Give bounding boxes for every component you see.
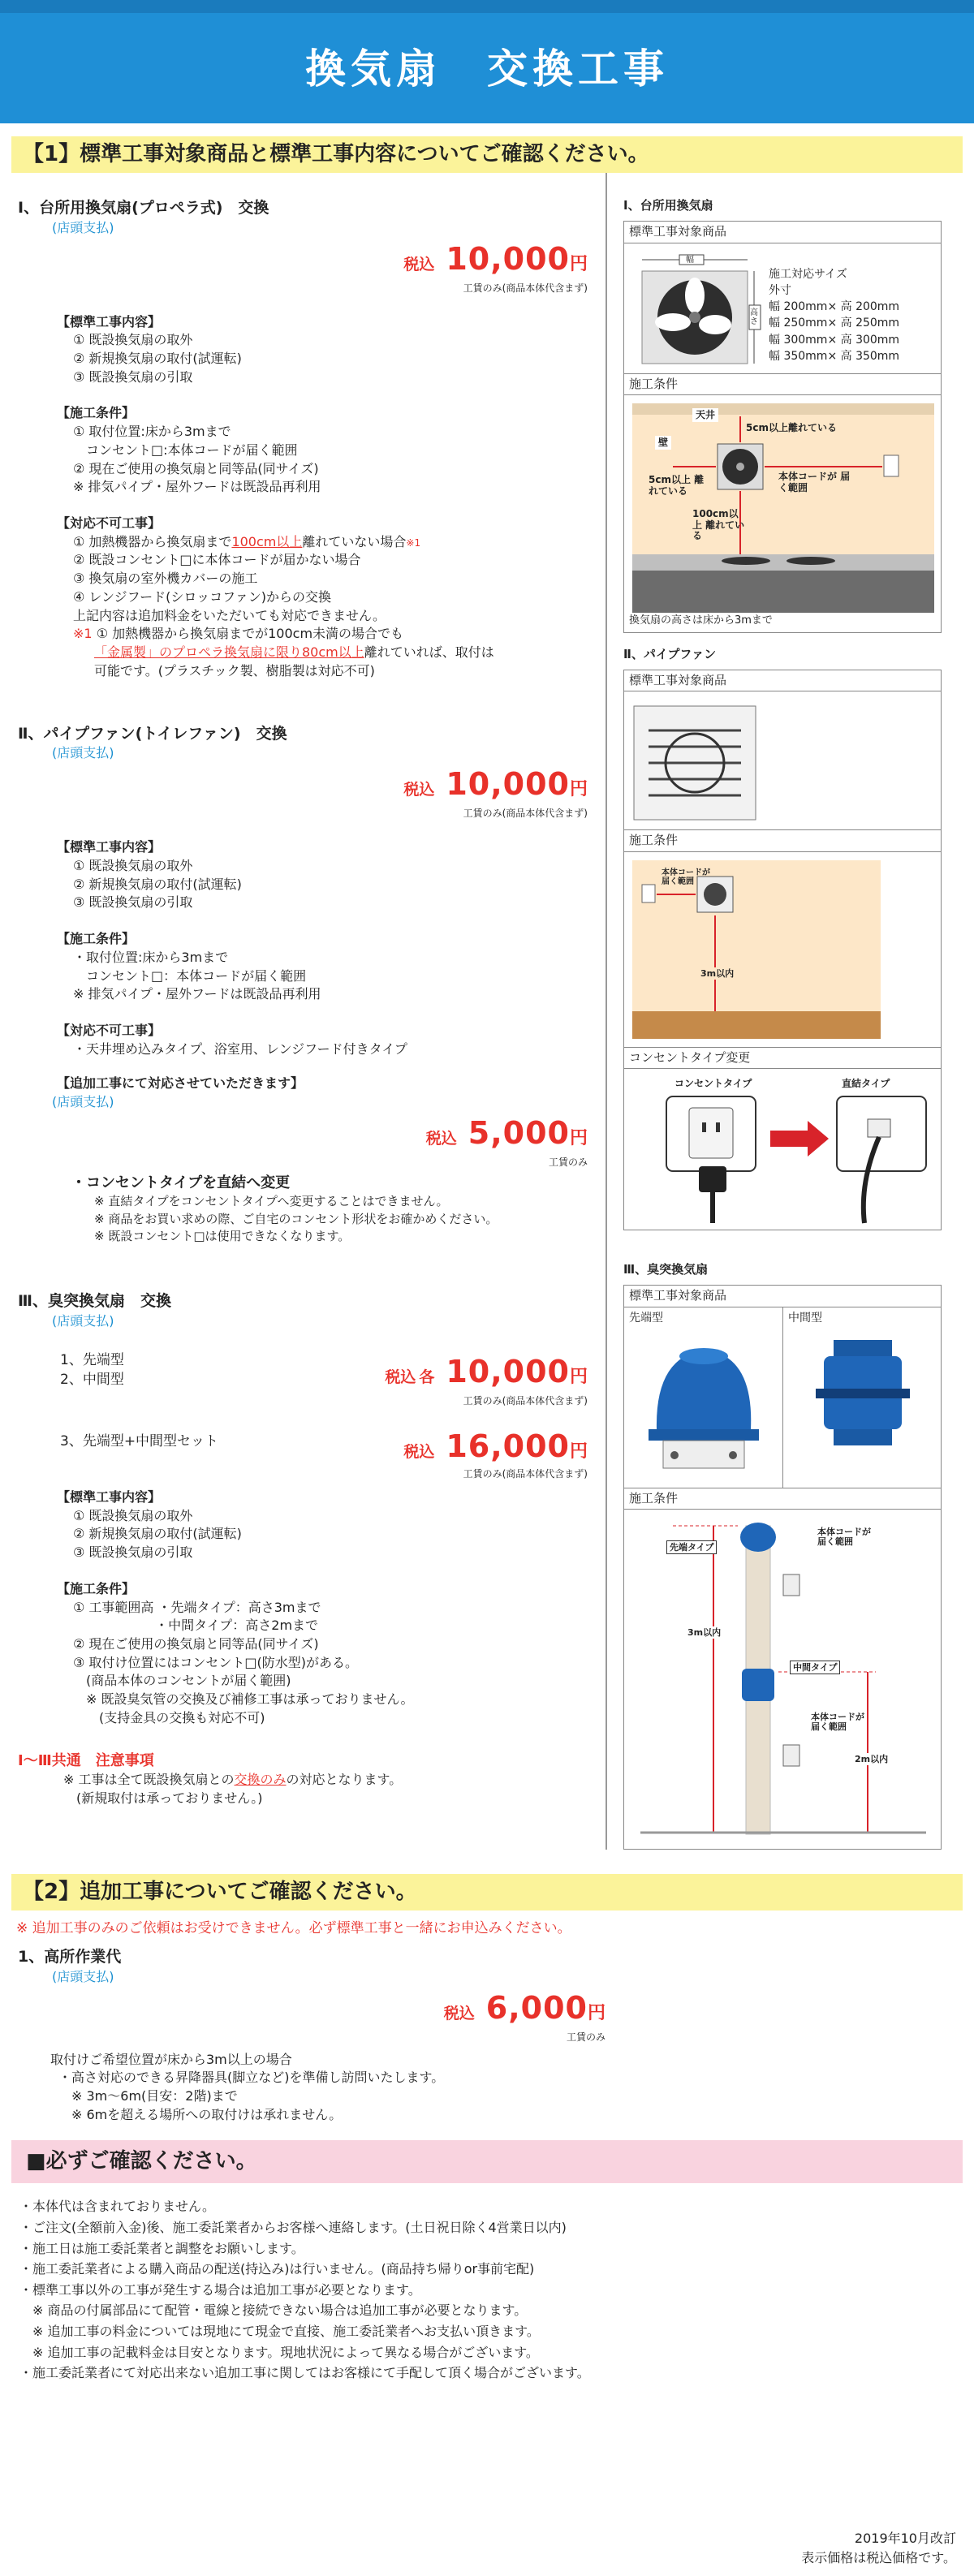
kitchen-price: 税込 10,000 円 (403, 240, 588, 277)
footer: 2019年10月改訂 表示価格は税込価格です。 (801, 2531, 956, 2565)
confirm-list: ・本体代は含まれておりません。 ・ご注文(全額前入金)後、施工委託業者からお客様へ連絡します。(土日祝日除く4営業日以内) ・施工日は施工委託業者と調整をお願いします。 ・施工委託業者による購入商品の配送(持込み)は行いません。(商品持ち帰りor事前宅配) ・標準工事以外の工事が発生する場合は追加工事が必要となります。 ※ 商品の付属部品にて配管・電線と接続できない場合は追加工事が必要となります。 ※ 追加工事の料金については現地にて現金で直接、施工委託業者へお支払い頂きます。 ※ 追加工事の記載料金は目安となります。現地状況によって異なる場合がございます。 ・施工委託業者にて対応出来ない追加工事に関してはお客様にて手配して頂く場合がございます。 (19, 2199, 590, 2381)
store-pay-label: (店頭支払) (52, 219, 114, 235)
duct-title: Ⅲ、臭突換気扇 交換 (18, 1292, 171, 1311)
section2: 【2】追加工事についてご確認ください。 ※ 追加工事のみのご依頼はお受けできません。必ず標準工事と一緒にお申込みください。 1、高所作業代 (店頭支払) 税込 6,000 円 工賃のみ 取付けご希望位置が床から3m以上の場合 ・高さ対応のできる昇降器具(脚立など)を準備し訪問いたします。 ※ 3m〜6m(目安：2階)まで ※ 6mを超える場所への取付けは承れません。 (0, 1874, 974, 2125)
duct-price2: 税込 16,000 円 (403, 1428, 588, 1464)
section2-warning: ※ 追加工事のみのご依頼はお受けできません。必ず標準工事と一緒にお申込みください。 (16, 1919, 571, 1936)
pipe-price: 税込 10,000 円 (403, 766, 588, 803)
kitchen-product-box: 標準工事対象商品 幅 高さ 施工対応サイズ 外寸 幅 200mm× 高 200mm 幅 250mm× 高 250mm 幅 300mm× 高 300mm 幅 350mm× 高 350mm 施工条件 天井 壁 5cm以上離れている 5cm以上 離れている 本体コードが 届く範囲 100cm以上 離れている 換気扇の高さは床から3mまで (623, 221, 942, 633)
pipe-product-box: 標準工事対象商品 施工条件 本体コードが 届く範囲 3m以内 コンセントタイプ変更 コンセントタイプ 直結タイプ (623, 670, 942, 1230)
mid-type-illustration (783, 1307, 942, 1488)
kitchen-std: 【標準工事内容】 ① 既設換気扇の取外 ② 新規換気扇の取付(試運転) ③ 既設換気扇の引取 (57, 313, 242, 385)
title-banner (0, 0, 974, 136)
section3-heading: ■必ずご確認ください。 (11, 2140, 963, 2183)
tip-type-illustration (624, 1307, 783, 1488)
duct-section: Ⅲ、臭突換気扇 交換 (店頭支払) 1、先端型 2、中間型 税込 各 10,000 円 工賃のみ(商品本体代含まず) 3、先端型+中間型セット 税込 16,000 円 工賃のみ(商品本体代含まず) 【標準工事内容】 ① 既設換気扇の取外 ② 新規換気扇の取付(試運転) ③ 既設換気扇の引取 【施工条件】 ① 工事範囲高 ・先端タイプ：高さ3mまで ・中間タイプ：高さ2mまで ② 現在ご使用の換気扇と同等品(同サイズ) ③ 取付け位置にはコンセント□(防水型)がある。 (商品本体のコンセントが届く範囲) ※ 既設臭気管の交換及び補修工事は承っておりません。 (支持金具の交換も対応不可) Ⅰ〜Ⅲ共通 注意事項 ※ 工事は全て既設換気扇との交換のみの対応となります。 (新規取付は承っておりません。) (18, 1290, 606, 1807)
right-column: Ⅰ、台所用換気扇 標準工事対象商品 幅 高さ 施工対応サイズ 外寸 幅 200mm× 高 200mm 幅 250mm× 高 250mm 幅 300mm× 高 300mm 幅 350mm× 高 350mm 施工条件 天井 壁 5cm以上離れている 5cm以上 離れている 本体コードが 届く範囲 100cm以上 離れている 換気扇の高さは床から3mまで Ⅱ、パイプファン 標準工事対象商品 施工条件 本体コードが 届く範囲 3m以内 コンセントタイプ変更 コンセントタイプ 直結タイプ Ⅲ、臭突換気扇 標準工事対象商品 先端型 中間型 施工条件 先端タイプ 本体コードが 届く範囲 3m以内 中間タイプ 本体コードが 届く範囲 2m以内 (607, 173, 974, 1850)
pipe-add-price: 税込 5,000 円 (425, 1114, 588, 1151)
duct-condition-illustration (624, 1510, 942, 1849)
kitchen-cond: 【施工条件】 ① 取付位置:床から3mまで コンセント□:本体コードが届く範囲 ② 現在ご使用の換気扇と同等品(同サイズ) ※ 排気パイプ・屋外フードは既設品再利用 (57, 405, 321, 495)
kitchen-ng: 【対応不可工事】 ① 加熱機器から換気扇まで100cm以上離れていない場合※1 ② 既設コンセント□に本体コードが届かない場合 ③ 換気扇の室外機カバーの施工 ④ レンジフード(シロッコファン)からの交換 上記内容は追加料金をいただいても対応できません。 ※1 ① 加熱機器から換気扇までが100cm未満の場合でも 「金属製」のプロペラ換気扇に限り80cm以上離れていれば、取付は 可能です。(プラスチック製、樹脂製は対応不可) (57, 515, 494, 678)
outlet-change-illustration (624, 1069, 942, 1230)
common-note: Ⅰ〜Ⅲ共通 注意事項 ※ 工事は全て既設換気扇との交換のみの対応となります。 (新規取付は承っておりません。) (18, 1751, 403, 1806)
duct-price1: 税込 各 10,000 円 (385, 1353, 588, 1389)
kitchen-section: Ⅰ、台所用換気扇(プロペラ式) 交換 (店頭支払) 税込 10,000 円 工賃のみ(商品本体代含まず) 【標準工事内容】 ① 既設換気扇の取外 ② 新規換気扇の取付(試運転) ③ 既設換気扇の引取 【施工条件】 ① 取付位置:床から3mまで コンセント□:本体コードが届く範囲 ② 現在ご使用の換気扇と同等品(同サイズ) ※ 排気パイプ・屋外フードは既設品再利用 【対応不可工事】 ① 加熱機器から換気扇まで100cm以上離れていない場合※1 ② 既設コンセント□に本体コードが届かない場合 ③ 換気扇の室外機カバーの施工 ④ レンジフード(シロッコファン)からの交換 上記内容は追加料金をいただいても対応できません。 ※1 ① 加熱機器から換気扇までが100cm未満の場合でも 「金属製」のプロペラ換気扇に限り80cm以上離れていれば、取付は 可能です。(プラスチック製、樹脂製は対応不可) (18, 197, 606, 681)
highwork-price: 税込 6,000 円 (443, 1989, 606, 2026)
section1-heading: 【1】標準工事対象商品と標準工事内容についてご確認ください。 (11, 136, 963, 173)
kitchen-title: Ⅰ、台所用換気扇(プロペラ式) 交換 (18, 198, 269, 217)
page-title: 換気扇 交換工事 (305, 45, 669, 93)
pipe-fan-illustration (624, 691, 942, 829)
pipe-title: Ⅱ、パイプファン(トイレファン) 交換 (18, 724, 287, 743)
left-column (0, 173, 607, 1850)
section1-columns (0, 173, 974, 1850)
pipe-section: Ⅱ、パイプファン(トイレファン) 交換 (店頭支払) 税込 10,000 円 工賃のみ(商品本体代含まず) 【標準工事内容】 ① 既設換気扇の取外 ② 新規換気扇の取付(試運転) ③ 既設換気扇の引取 【施工条件】 ・取付位置:床から3mまで コンセント□：本体コードが届く範囲 ※ 排気パイプ・屋外フードは既設品再利用 【対応不可工事】 ・天井埋め込みタイプ、浴室用、レンジフード付きタイプ 【追加工事にて対応させていただきます】 (店頭支払) 税込 5,000 円 工賃のみ ・コンセントタイプを直結へ変更 ※ 直結タイプをコンセントタイプへ変更することはできません。 ※ 商品をお買い求めの際、ご自宅のコンセント形状をお確かめください。 ※ 既設コンセント□は使用できなくなります。 (18, 723, 606, 1246)
section2-heading: 【2】追加工事についてご確認ください。 (11, 1874, 963, 1910)
duct-product-box: 標準工事対象商品 先端型 中間型 施工条件 先端タイプ 本体コードが 届く範囲 3m以内 中間タイプ 本体コードが 届く範囲 2m以内 (623, 1285, 942, 1850)
